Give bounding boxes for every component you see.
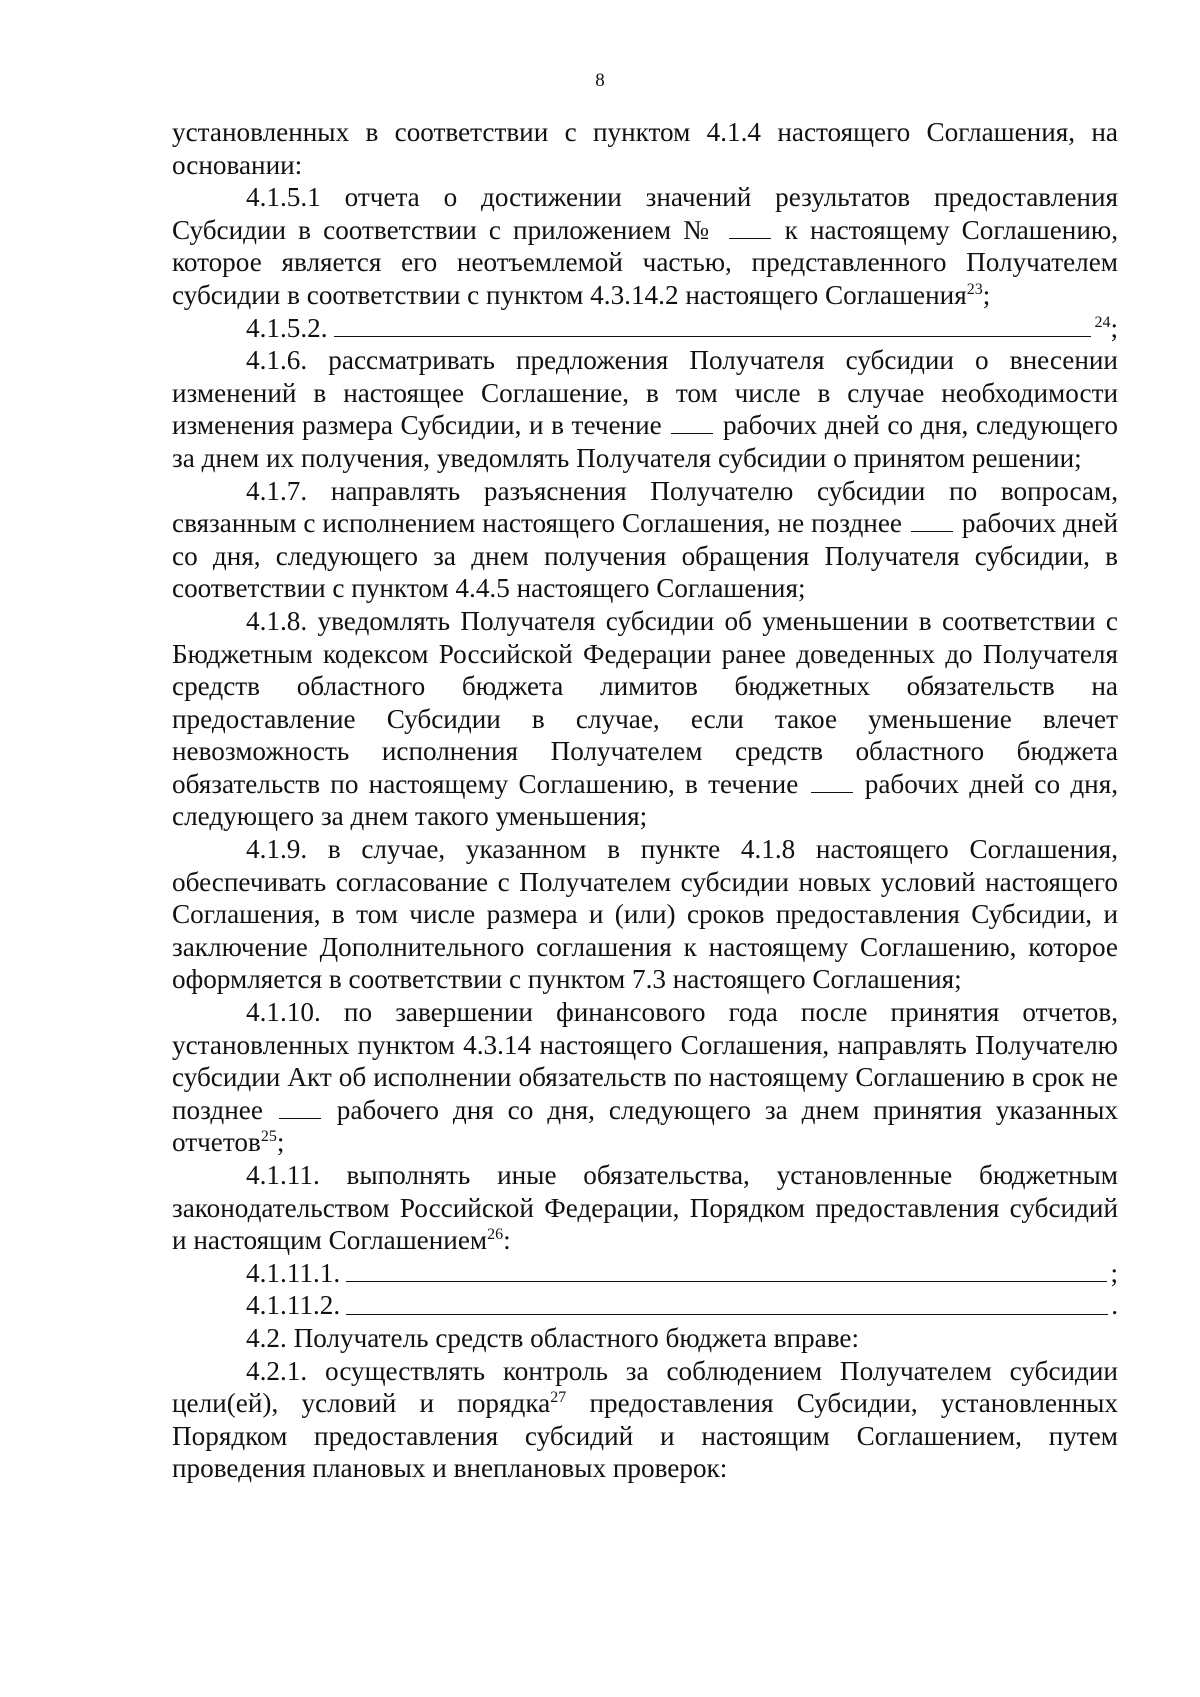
paragraph-4-1-6: 4.1.6. рассматривать предложения Получателя субсидии о внесении изменений в настоящее Соглашение, в том числе в случае необходимости изменения размера Субсидии, и в течение рабочих дней со дня, следующего за днем их получения, уведомлять Получателя субсидии о принятом решении;: [172, 345, 1119, 473]
footnote-ref: 27: [550, 1389, 567, 1407]
paragraph-4-1-7: 4.1.7. направлять разъяснения Получателю субсидии по вопросам, связанным с исполнением настоящего Соглашения, не позднее рабочих дней со дня, следующего за днем получения обращения Получателя субсидии, в соответствии с пунктом 4.4.5 настоящего Соглашения;: [172, 475, 1118, 604]
fill-line: [334, 336, 1092, 337]
footnote-ref: 25: [260, 1128, 277, 1146]
fill-line: [346, 1314, 1108, 1315]
paragraph-intro: установленных в соответствии с пунктом 4.1.4 настоящего Соглашения, на основании:: [172, 117, 1118, 180]
line-4-1-11-2: 4.1.11.2. .: [246, 1290, 1118, 1321]
paragraph-4-1-8: 4.1.8. уведомлять Получателя субсидии об уменьшении в соответствии с Бюджетным кодексом Российской Федерации ранее доведенных до Получателя средств областного бюджета лимитов бюджетных обязательств на предоставление Субсидии в случае, если такое уменьшение влечет невозможность исполнения Получателем средств областного бюджета обязательств по настоящему Соглашению, в течение рабочих дней со дня, следующего за днем такого уменьшения;: [172, 605, 1118, 832]
paragraph-4-2: 4.2. Получатель средств областного бюджета вправе:: [246, 1322, 859, 1353]
paragraph-4-1-5-1: 4.1.5.1 отчета о достижении значений результатов предоставления Субсидии в соответствии с приложением № к настоящему Соглашению, которое является его неотъемлемой частью, представленного Получателем субсидии в соответствии с пунктом 4.3.14.2 настоящего Соглашения$^{23}$;: [172, 182, 1119, 310]
paragraph-4-1-9: 4.1.9. в случае, указанном в пункте 4.1.8 настоящего Соглашения, обеспечивать согласование с Получателем субсидии новых условий настоящего Соглашения, в том числе размера и (или) сроков предоставления Субсидии, и заключение Дополнительного соглашения к настоящему Соглашению, которое оформляется в соответствии с пунктом 7.3 настоящего Соглашения;: [172, 834, 1118, 995]
blank-field: [811, 791, 853, 793]
paragraph-4-1-10: 4.1.10. по завершении финансового года после принятия отчетов, установленных пунктом 4.3.14 настоящего Соглашения, направлять Получателю субсидии Акт об исполнении обязательств по настоящему Соглашению в срок не позднее рабочего дня со дня, следующего за днем принятия указанных отчетов$^{25}$;: [172, 997, 1119, 1158]
paragraph-4-1-11: 4.1.11. выполнять иные обязательства, установленные бюджетным законодательством Российской Федерации, Порядком предоставления субсидий и настоящим Соглашением$^{26}$:: [172, 1160, 1118, 1256]
blank-field: [671, 432, 713, 434]
fill-line: [346, 1281, 1107, 1282]
blank-field: [279, 1117, 321, 1119]
blank-field: [729, 237, 771, 239]
line-4-1-11-1: 4.1.11.1. ;: [246, 1257, 1118, 1288]
document-body: [172, 116, 1118, 1485]
line-4-1-5-2: 4.1.5.2. $^{24}$;: [246, 312, 1118, 343]
paragraph-4-2-1: 4.2.1. осуществлять контроль за соблюдением Получателем субсидии цели(ей), условий и порядка$^{27}$ предоставления Субсидии, установленных Порядком предоставления субсидий и настоящим Соглашением, путем проведения плановых и внеплановых проверок:: [172, 1355, 1119, 1484]
blank-field: [911, 530, 953, 532]
page-number: 8: [595, 70, 605, 91]
footnote-ref: 23: [966, 280, 983, 298]
footnote-ref: 26: [487, 1226, 504, 1244]
footnote-ref: 24: [1094, 313, 1111, 331]
